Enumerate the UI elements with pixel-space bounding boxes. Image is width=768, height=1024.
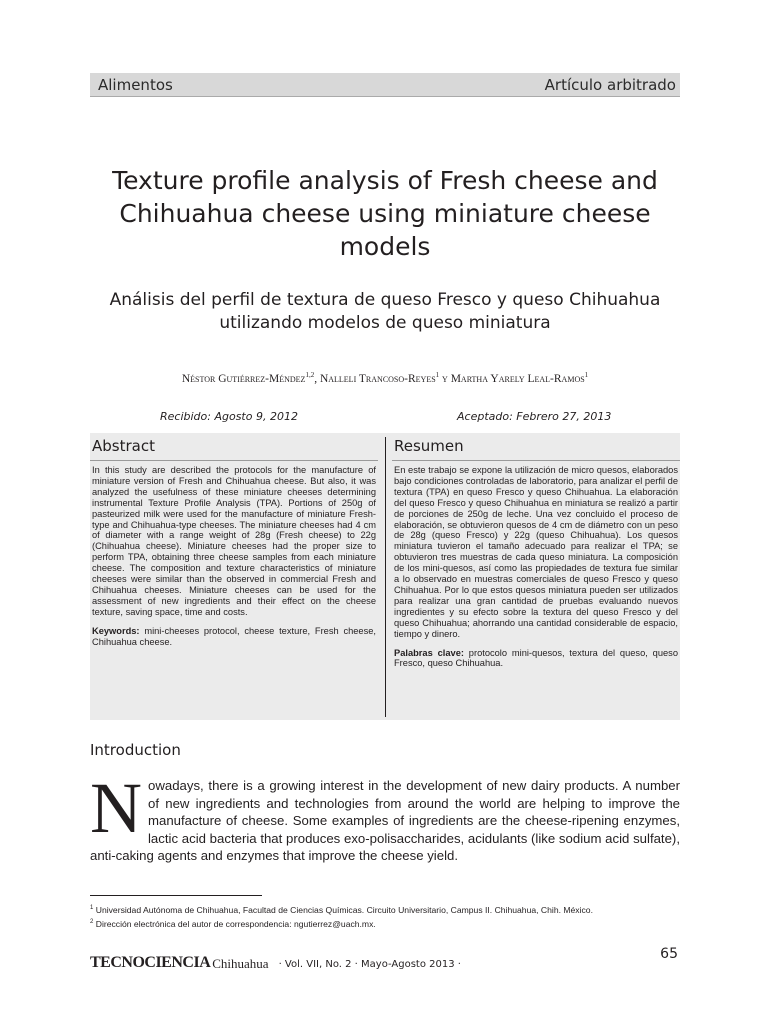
section-label: Alimentos [98,75,173,94]
author-1: Néstor Gutiérrez-Méndez [181,372,306,385]
resumen-keywords [392,648,680,670]
author-2-affiliation: 1 [435,371,440,379]
abstract-keywords [90,626,378,648]
keywords-text: mini-cheeses protocol, cheese texture, Fresh cheese, Chihuahua cheese. [92,625,376,647]
resumen-rule [392,460,680,461]
section-header-bar [90,73,680,97]
footnote-1-text: Universidad Autónoma de Chihuahua, Facultad de Ciencias Químicas. Circuito Universitario, Campus II. Chihuahua, Chih. México. [93,904,593,915]
footnotes [90,902,690,930]
article-subtitle: Análisis del perfil de textura de queso Fresco y queso Chihuahua utilizando modelos de queso miniatura [109,290,661,333]
author-2: Nalleli Trancoso-Reyes [319,372,436,385]
palabras-clave-label: Palabras clave: [394,647,464,658]
abstract-rule [90,460,378,461]
author-3-affiliation: 1 [584,371,589,379]
author-separator: y [439,372,451,385]
page-number: 65 [660,946,678,962]
journal-logo-city: Chihuahua [212,956,269,971]
introduction-paragraph [90,768,680,865]
article-title: Texture profile analysis of Fresh cheese and Chihuahua cheese using miniature cheese models [112,166,658,261]
resumen-column [392,433,680,669]
article-type-label: Artículo arbitrado [544,75,676,94]
page-footer [90,948,680,972]
footnote-1 [90,902,690,916]
resumen-heading: Resumen [394,437,464,455]
author-list [90,371,680,385]
issue-info: · Vol. VII, No. 2 · Mayo-Agosto 2013 · [278,959,461,970]
column-divider [385,437,386,717]
footnote-rule [90,895,262,896]
introduction-heading: Introduction [90,741,181,759]
footnote-1-mark: 1 [90,905,94,911]
palabras-clave-text: protocolo mini-quesos, textura del queso, queso Fresco, queso Chihuahua. [394,647,678,669]
keywords-label: Keywords: [92,625,140,636]
abstract-column [90,433,378,648]
author-3: Martha Yarely Leal-Ramos [450,372,585,385]
footnote-2-mark: 2 [90,918,94,925]
footnote-2 [90,916,690,930]
author-separator: , [314,372,320,385]
abstract-heading: Abstract [92,437,155,455]
resumen-text: En este trabajo se expone la utilización de micro quesos, elaborados bajo condiciones controladas de laboratorio, para analizar el perfil de textura (TPA) en queso Fresco y queso Chihuahua. La elaboración del queso Fresco y queso Chihuahua en miniatura se realizó a partir de porciones de 250g de leche. Una vez concluido el proceso de elaboración, se obtuvieron quesos de 4 cm de diámetro con un peso de 28g (queso Fresco) y 22g (queso Chihuahua). Los quesos miniatura tuvieron el tamaño adecuado para realizar el TPA; se obtuvieron tres muestras de cada queso miniatura. La composición de los mini-quesos, así como las propiedades de textura fue similar a lo observado en muestras comerciales de queso Fresco y queso Chihuahua. Por lo que estos quesos miniatura pueden ser utilizados para realizar una gran cantidad de pruebas evaluando nuevos ingredientes y su efecto sobre la textura del queso Fresco y del queso Chihuahua; ahorrando una cantidad considerable de espacio, tiempo y dinero. [394,465,678,639]
accepted-date: Aceptado: Febrero 27, 2013 [457,410,612,423]
author-1-affiliation: 1,2 [305,371,315,379]
abstract-text: In this study are described the protocols for the manufacture of miniature version of Fresh and Chihuahua cheese. But also, it was analyzed the usefulness of these miniature cheeses determining instrumental Texture Profile Analysis (TPA). Portions of 250g of pasteurized milk were used for the manufacture of miniature Fresh-type and Chihuahua-type cheeses. The miniature cheeses had 4 cm of diameter with a range weight of 28g (Fresh cheese) to 22g (Chihuahua cheese). Miniature cheeses had the proper size to perform TPA, obtaining three cheese samples from each miniature cheese. The composition and texture characteristics of miniature cheeses were similar than the observed in commercial Fresh and Chihuahua cheeses. Miniature cheeses can be used for the assessment of new ingredients and their effect on the cheese texture, saving space, time and costs. [92,465,376,617]
introduction-text: owadays, there is a growing interest in the development of new dairy products. A number of new ingredients and technologies from around the world are helping to improve the manufacture of cheese. Some examples of ingredients are the cheese-ripening enzymes, lactic acid bacteria that produces exo-polisaccharides, acidulants (like sodium acid sulfate), anti-caking agents and enzymes that improve the cheese yield. [90,778,680,863]
journal-logo: TECNOCIENCIA [90,954,211,971]
footnote-2-text: Dirección electrónica del autor de correspondencia: ngutierrez@uach.mx. [93,918,376,929]
drop-cap: N [90,768,142,848]
received-date: Recibido: Agosto 9, 2012 [160,410,298,423]
